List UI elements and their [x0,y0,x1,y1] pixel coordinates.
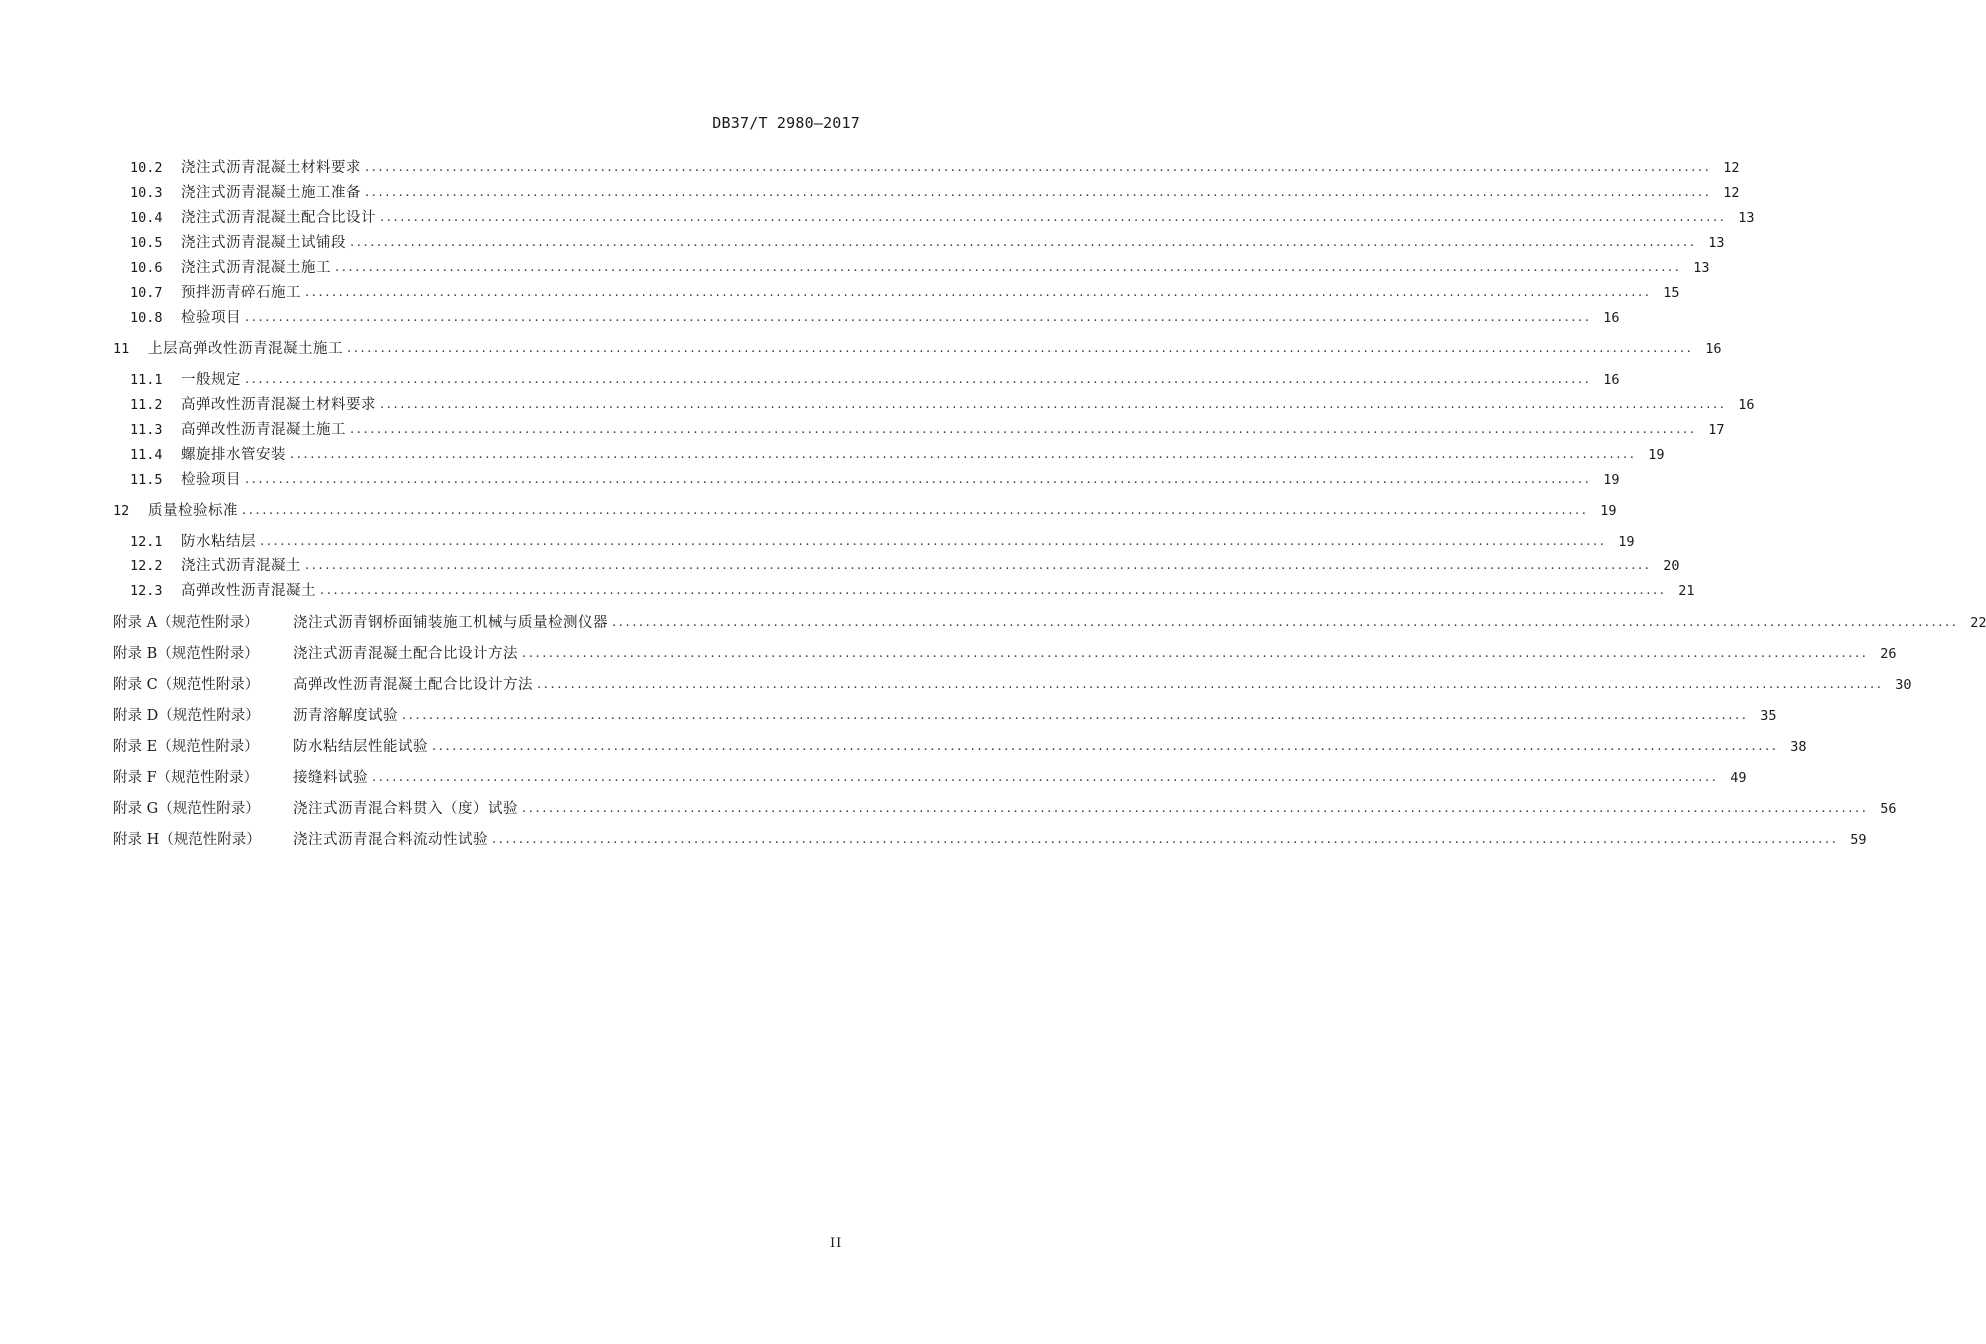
toc-entry-title: 防水粘结层性能试验 [293,739,428,755]
toc-entry[interactable] [113,528,1635,552]
toc-entry-number: 10.8 [130,310,163,326]
toc-entry-page: 12 [1723,185,1740,201]
toc-entry-title: 接缝料试验 [293,770,368,786]
toc-entry[interactable] [113,640,1897,664]
toc-entry-title: 浇注式沥青混凝土试铺段 [181,235,346,251]
toc-leader-dots: ........................................................................................................................................................................................................ [380,397,1727,412]
toc-entry[interactable] [113,279,1680,303]
toc-entry-page: 16 [1603,310,1620,326]
toc-entry-page: 13 [1693,260,1710,276]
toc-leader-dots: ........................................................................................................................................................................................................ [245,372,1592,387]
toc-entry[interactable] [113,179,1740,203]
toc-entry-number: 11.3 [130,422,163,438]
toc-entry-title: 浇注式沥青混凝土施工 [181,260,331,276]
toc-entry[interactable] [113,391,1755,415]
toc-entry-title: 高弹改性沥青混凝土材料要求 [181,397,376,413]
toc-entry-page: 16 [1705,341,1722,357]
toc-entry-number: 12.1 [130,534,163,550]
toc-entry-number: 10.5 [130,235,163,251]
toc-entry-page: 56 [1880,801,1897,817]
toc-entry-page: 35 [1760,708,1777,724]
toc-entry-page: 30 [1895,677,1912,693]
toc-entry[interactable] [113,795,1897,819]
toc-entry-number: 11.5 [130,472,163,488]
toc-leader-dots: ........................................................................................................................................................................................................ [365,160,1712,175]
toc-entry-title: 浇注式沥青混凝土施工准备 [181,185,361,201]
toc-entry-number: 附录 B（规范性附录） [113,646,259,662]
toc-leader-dots: ........................................................................................................................................................................................................ [242,503,1589,518]
toc-leader-dots: ........................................................................................................................................................................................................ [290,447,1637,462]
toc-entry-title: 螺旋排水管安装 [181,447,286,463]
toc-entry-page: 16 [1603,372,1620,388]
toc-entry-title: 浇注式沥青混凝土材料要求 [181,160,361,176]
toc-entry-number: 附录 C（规范性附录） [113,677,260,693]
toc-entry[interactable] [113,154,1740,178]
toc-entry-page: 21 [1678,583,1695,599]
toc-entry-number: 附录 H（规范性附录） [113,832,261,848]
toc-entry[interactable] [113,671,1912,695]
toc-entry-page: 59 [1850,832,1867,848]
toc-entry-number: 附录 D（规范性附录） [113,708,260,724]
toc-entry-number: 10.4 [130,210,163,226]
toc-leader-dots: ........................................................................................................................................................................................................ [492,832,1839,847]
toc-entry-title: 浇注式沥青混合料流动性试验 [293,832,488,848]
toc-entry-page: 19 [1618,534,1635,550]
toc-entry-number: 12 [113,503,130,519]
toc-leader-dots: ........................................................................................................................................................................................................ [260,534,1607,549]
toc-entry-page: 12 [1723,160,1740,176]
toc-entry-page: 20 [1663,558,1680,574]
toc-entry-page: 15 [1663,285,1680,301]
toc-entry[interactable] [113,204,1755,228]
toc-entry[interactable] [113,552,1680,576]
toc-entry[interactable] [113,577,1695,601]
toc-entry-page: 49 [1730,770,1747,786]
toc-leader-dots: ........................................................................................................................................................................................................ [432,739,1779,754]
toc-entry-title: 高弹改性沥青混凝土 [181,583,316,599]
toc-leader-dots: ........................................................................................................................................................................................................ [380,210,1727,225]
toc-entry-page: 26 [1880,646,1897,662]
toc-entry-number: 10.6 [130,260,163,276]
toc-entry-page: 19 [1600,503,1617,519]
toc-leader-dots: ........................................................................................................................................................................................................ [402,708,1749,723]
toc-entry-page: 22 [1970,615,1986,631]
toc-entry-number: 附录 G（规范性附录） [113,801,260,817]
toc-entry[interactable] [113,733,1807,757]
toc-entry-number: 10.7 [130,285,163,301]
toc-entry[interactable] [113,826,1867,850]
toc-leader-dots: ........................................................................................................................................................................................................ [365,185,1712,200]
toc-entry-number: 12.3 [130,583,163,599]
toc-entry-title: 检验项目 [181,472,241,488]
toc-leader-dots: ........................................................................................................................................................................................................ [522,801,1869,816]
toc-entry[interactable] [113,366,1620,390]
toc-leader-dots: ........................................................................................................................................................................................................ [245,472,1592,487]
toc-entry-title: 浇注式沥青钢桥面铺装施工机械与质量检测仪器 [293,615,608,631]
toc-entry-title: 上层高弹改性沥青混凝土施工 [148,341,343,357]
toc-entry-title: 浇注式沥青混凝土配合比设计方法 [293,646,518,662]
toc-leader-dots: ........................................................................................................................................................................................................ [245,310,1592,325]
toc-entry-page: 19 [1603,472,1620,488]
toc-entry[interactable] [113,229,1725,253]
toc-leader-dots: ........................................................................................................................................................................................................ [305,285,1652,300]
toc-leader-dots: ........................................................................................................................................................................................................ [522,646,1869,661]
toc-entry-title: 一般规定 [181,372,241,388]
toc-entry-page: 17 [1708,422,1725,438]
toc-leader-dots: ........................................................................................................................................................................................................ [347,341,1694,356]
toc-leader-dots: ........................................................................................................................................................................................................ [350,235,1697,250]
toc-entry[interactable] [113,441,1665,465]
toc-leader-dots: ........................................................................................................................................................................................................ [305,558,1652,573]
toc-leader-dots: ........................................................................................................................................................................................................ [537,677,1884,692]
toc-entry[interactable] [113,609,1986,633]
document-number: DB37/T 2980—2017 [712,114,860,132]
toc-leader-dots: ........................................................................................................................................................................................................ [372,770,1719,785]
toc-entry-title: 高弹改性沥青混凝土配合比设计方法 [293,677,533,693]
toc-entry-title: 质量检验标准 [148,503,238,519]
toc-leader-dots: ........................................................................................................................................................................................................ [335,260,1682,275]
toc-entry-number: 12.2 [130,558,163,574]
toc-entry-page: 13 [1738,210,1755,226]
toc-entry-number: 附录 E（规范性附录） [113,739,259,755]
toc-entry-page: 16 [1738,397,1755,413]
toc-entry[interactable] [113,254,1710,278]
toc-entry-number: 11.4 [130,447,163,463]
toc-entry-number: 11 [113,341,130,357]
page-number: II [830,1236,843,1251]
toc-entry-title: 高弹改性沥青混凝土施工 [181,422,346,438]
toc-entry-page: 19 [1648,447,1665,463]
toc-entry-title: 沥青溶解度试验 [293,708,398,724]
toc-leader-dots: ........................................................................................................................................................................................................ [350,422,1697,437]
toc-entry-title: 检验项目 [181,310,241,326]
toc-entry[interactable] [113,416,1725,440]
toc-entry-number: 附录 A（规范性附录） [113,615,259,631]
toc-entry-title: 浇注式沥青混凝土 [181,558,301,574]
toc-entry[interactable] [113,764,1747,788]
toc-leader-dots: ........................................................................................................................................................................................................ [320,583,1667,598]
toc-entry[interactable] [113,466,1620,490]
toc-entry-number: 附录 F（规范性附录） [113,770,259,786]
toc-entry[interactable] [113,304,1620,328]
toc-entry-page: 38 [1790,739,1807,755]
toc-entry-number: 11.1 [130,372,163,388]
toc-entry[interactable] [113,702,1777,726]
toc-entry-number: 10.2 [130,160,163,176]
toc-leader-dots: ........................................................................................................................................................................................................ [612,615,1959,630]
toc-entry[interactable] [113,497,1617,521]
toc-entry-title: 防水粘结层 [181,534,256,550]
toc-entry-title: 浇注式沥青混凝土配合比设计 [181,210,376,226]
toc-entry[interactable] [113,335,1722,359]
toc-entry-number: 11.2 [130,397,163,413]
toc-entry-title: 预拌沥青碎石施工 [181,285,301,301]
toc-entry-number: 10.3 [130,185,163,201]
toc-entry-page: 13 [1708,235,1725,251]
toc-entry-title: 浇注式沥青混合料贯入（度）试验 [293,801,518,817]
